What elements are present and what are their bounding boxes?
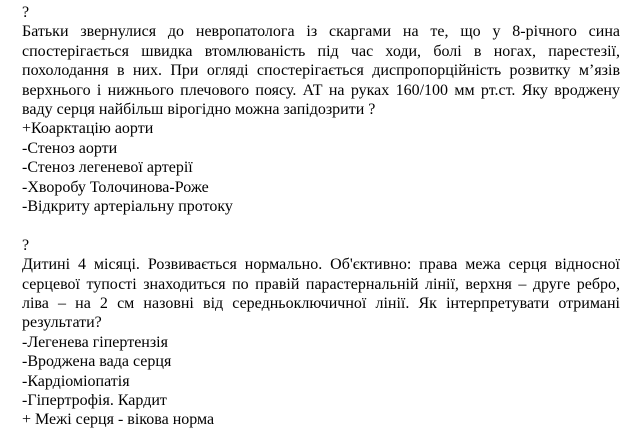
answer-option: -Стеноз аорти bbox=[22, 139, 118, 157]
answer-option: -Легенева гіпертензія bbox=[22, 333, 168, 351]
question-marker: ? bbox=[22, 236, 30, 254]
document-page bbox=[22, 3, 620, 430]
answer-option: +Коарктацію аорти bbox=[22, 120, 154, 138]
question-text: Дитині 4 місяці. Розвивається нормально. Об'єктивно: права межа серця відносної серцевої тупості знаходиться по правій парастернальній лінії, верхня – друге ребро, ліва – на 2 см назовні від середньоключичної лінії. Як інтерпретувати отримані результати? bbox=[22, 256, 620, 332]
answer-option: + Межі серця - вікова норма bbox=[22, 411, 215, 429]
question-marker: ? bbox=[22, 4, 30, 21]
answer-option: -Стеноз легеневої артерії bbox=[22, 159, 193, 177]
blank-line bbox=[22, 216, 620, 235]
question-block-1 bbox=[22, 3, 620, 216]
answer-option: -Кардіоміопатія bbox=[22, 372, 130, 390]
question-block-2 bbox=[22, 236, 620, 430]
answer-option: -Хворобу Толочинова-Роже bbox=[22, 178, 209, 196]
answer-option: -Гіпертрофія. Кардит bbox=[22, 391, 167, 409]
answer-option: -Вроджена вада серця bbox=[22, 353, 172, 371]
question-text: Батьки звернулися до невропатолога із скаргами на те, що у 8-річного сина спостерігається швидка втомлюваність під час ходи, болі в ногах, парестезії, похолодання в них. При огляді спостерігається диспропорційність розвитку м’язів верхнього і нижнього плечового поясу. АТ на руках 160/100 мм рт.ст. Яку вроджену ваду серця найбільш вірогідно можна запідозрити ? bbox=[22, 23, 620, 119]
answer-option: -Відкриту артеріальну протоку bbox=[22, 197, 233, 215]
